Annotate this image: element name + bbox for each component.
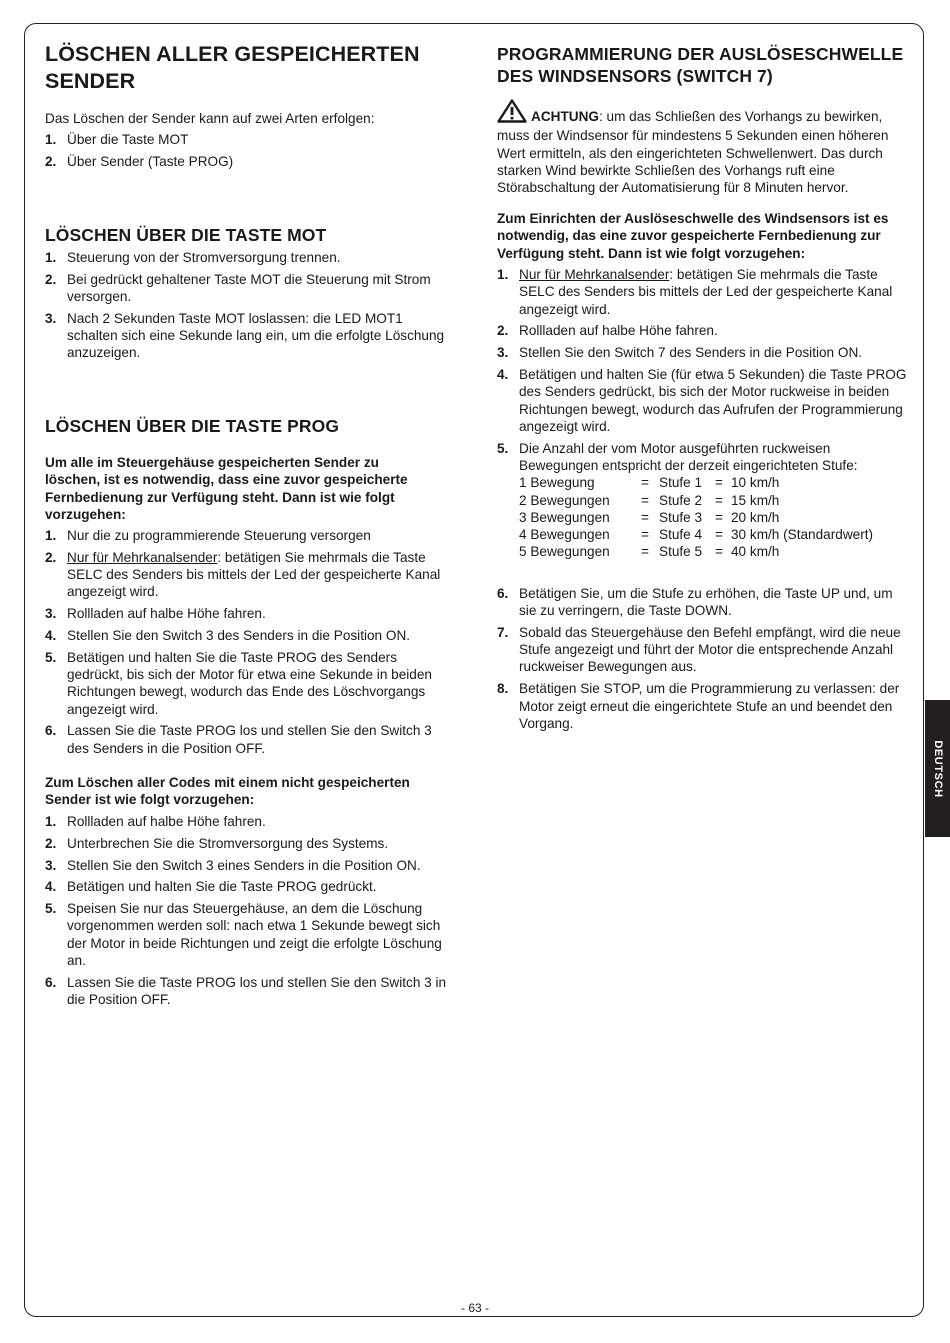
prog-intro: Um alle im Steuergehäuse gespeicherten Sender zu löschen, ist es notwendig, dass eine zuvor gespeicherte Fernbedienung zur Verfügung steht. Dann ist wie folgt vorzugehen:	[45, 455, 408, 522]
list-item: 5. Die Anzahl der vom Motor ausgeführten ruckweisen Bewegungen entspricht der derzeit eingerichteten Stufe: 1 Bewegung = Stufe 1 = 10 km/h 2 Bewegungen = Stufe 2 = 15 km/h 3 Bewegungen = Stufe 3 = 20 km/h 4 Bewegungen = Stufe 4 = 30 km/h (Standardwert) 5 Bewegungen = Stufe 5 = 40 km/h	[497, 440, 907, 561]
warning-icon	[497, 99, 527, 127]
list-item: 3. Stellen Sie den Switch 3 eines Senders in die Position ON.	[45, 857, 421, 873]
list-item: 3. Nach 2 Sekunden Taste MOT loslassen: die LED MOT1 schalten sich eine Sekunde lang ein, um die erfolgte Löschung anzuzeigen.	[45, 310, 445, 361]
list-item: 6. Betätigen Sie, um die Stufe zu erhöhen, die Taste UP und, um sie zu verringern, die Taste DOWN.	[497, 585, 893, 619]
list-item: 4. Stellen Sie den Switch 3 des Senders in die Position ON.	[45, 627, 411, 643]
list-item: 1. Über die Taste MOT	[45, 132, 189, 147]
list-item: 4. Betätigen und halten Sie die Taste PROG gedrückt.	[45, 879, 377, 895]
language-tab	[925, 700, 950, 837]
main-title: LÖSCHEN ALLER GESPEICHERTEN SENDER	[45, 42, 420, 93]
speed-row: 4 Bewegungen = Stufe 4 = 30 km/h (Standardwert)	[519, 527, 874, 543]
setup-intro: Zum Einrichten der Auslöseschwelle des Windsensors ist es notwendig, das eine zuvor gespeicherte Fernbedienung zur Verfügung steht. Dann ist wie folgt vorzugehen:	[497, 211, 889, 261]
wind-list	[497, 266, 907, 737]
speed-row: 5 Bewegungen = Stufe 5 = 40 km/h	[519, 544, 780, 560]
list-item: 1. Steuerung von der Stromversorgung trennen.	[45, 250, 341, 265]
wind-section-title: PROGRAMMIERUNG DER AUSLÖSESCHWELLE DES WINDSENSORS (SWITCH 7)	[497, 44, 904, 86]
list-item: 2. Unterbrechen Sie die Stromversorgung des Systems.	[45, 835, 389, 851]
warning-label: ACHTUNG	[531, 109, 599, 124]
codes-list	[45, 813, 453, 1013]
list-item: 8. Betätigen Sie STOP, um die Programmierung zu verlassen: der Motor zeigt erneut die eingerichtete Stufe an und beendet den Vorgang.	[497, 681, 900, 731]
warning-paragraph: ACHTUNG: um das Schließen des Vorhangs zu bewirken, muss der Windsensor für mindestens 5 Sekunden einen höheren Wert ermitteln, als den eingerichteten Schwellenwert. Das durch starken Wind bewirkte Schließen des Vorhangs ruft eine Störabschaltung der Automatisierung für 8 Minuten hervor.	[497, 99, 902, 196]
speed-table	[519, 474, 907, 560]
speed-row: 2 Bewegungen = Stufe 2 = 15 km/h	[519, 492, 780, 508]
list-item: 3. Stellen Sie den Switch 7 des Senders in die Position ON.	[497, 345, 863, 361]
speed-row: 3 Bewegungen = Stufe 3 = 20 km/h	[519, 509, 780, 525]
list-item: 5. Betätigen und halten Sie die Taste PROG des Senders gedrückt, bis sich der Motor für etwa eine Sekunde in beiden Richtungen bewegt, wodurch das Ende des Löschvorgangs angezeigt wird.	[45, 649, 432, 717]
list-item: 4. Betätigen und halten Sie (für etwa 5 Sekunden) die Taste PROG des Senders gedrückt, bis sich der Motor ruckweise in beiden Richtungen bewegt, wodurch das Aufrufen der Programmierung angezeigt wird.	[497, 366, 907, 434]
section-title-prog: LÖSCHEN ÜBER DIE TASTE PROG	[45, 416, 340, 436]
list-item: 6. Lassen Sie die Taste PROG los und stellen Sie den Switch 3 des Senders in die Position OFF.	[45, 723, 432, 756]
list-item: 1. Nur die zu programmierende Steuerung versorgen	[45, 528, 371, 543]
section-title-mot: LÖSCHEN ÜBER DIE TASTE MOT	[45, 225, 327, 245]
list-item: 2. Rollladen auf halbe Höhe fahren.	[497, 323, 718, 339]
mot-list	[45, 249, 453, 366]
speed-row: 1 Bewegung = Stufe 1 = 10 km/h	[519, 475, 780, 491]
intro-list	[45, 131, 453, 175]
list-item: 3. Rollladen auf halbe Höhe fahren.	[45, 606, 266, 622]
prog-list	[45, 527, 453, 762]
page-number: - 63 -	[460, 1301, 489, 1315]
list-item: 2. Über Sender (Taste PROG)	[45, 153, 234, 169]
list-item: 5. Speisen Sie nur das Steuergehäuse, an dem die Löschung vorgenommen werden soll: nach etwa 1 Sekunde bewegt sich der Motor in beide Richtungen und zeigt die erfolgte Löschung an.	[45, 901, 442, 969]
intro-text: Das Löschen der Sender kann auf zwei Arten erfolgen:	[45, 111, 375, 126]
list-item: 2. Bei gedrückt gehaltener Taste MOT die Steuerung mit Strom versorgen.	[45, 271, 431, 305]
list-item: 7. Sobald das Steuergehäuse den Befehl empfängt, wird die neue Stufe angezeigt und führt der Motor die entsprechende Anzahl ruckweiser Bewegungen aus.	[497, 624, 901, 675]
list-item: 1. Rollladen auf halbe Höhe fahren.	[45, 814, 266, 829]
list-item: 1. Nur für Mehrkanalsender: betätigen Sie mehrmals die Taste SELC des Senders bis mittels der Led der gespeicherte Kanal angezeigt wird.	[497, 267, 893, 317]
codes-intro: Zum Löschen aller Codes mit einem nicht gespeicherten Sender ist wie folgt vorzugehen:	[45, 775, 410, 808]
list-item: 2. Nur für Mehrkanalsender: betätigen Sie mehrmals die Taste SELC des Senders bis mittels der Led der gespeicherte Kanal angezeigt wird.	[45, 549, 441, 600]
language-tab-label: DEUTSCH	[931, 739, 944, 798]
list-item: 6. Lassen Sie die Taste PROG los und stellen Sie den Switch 3 in die Position OFF.	[45, 974, 447, 1008]
